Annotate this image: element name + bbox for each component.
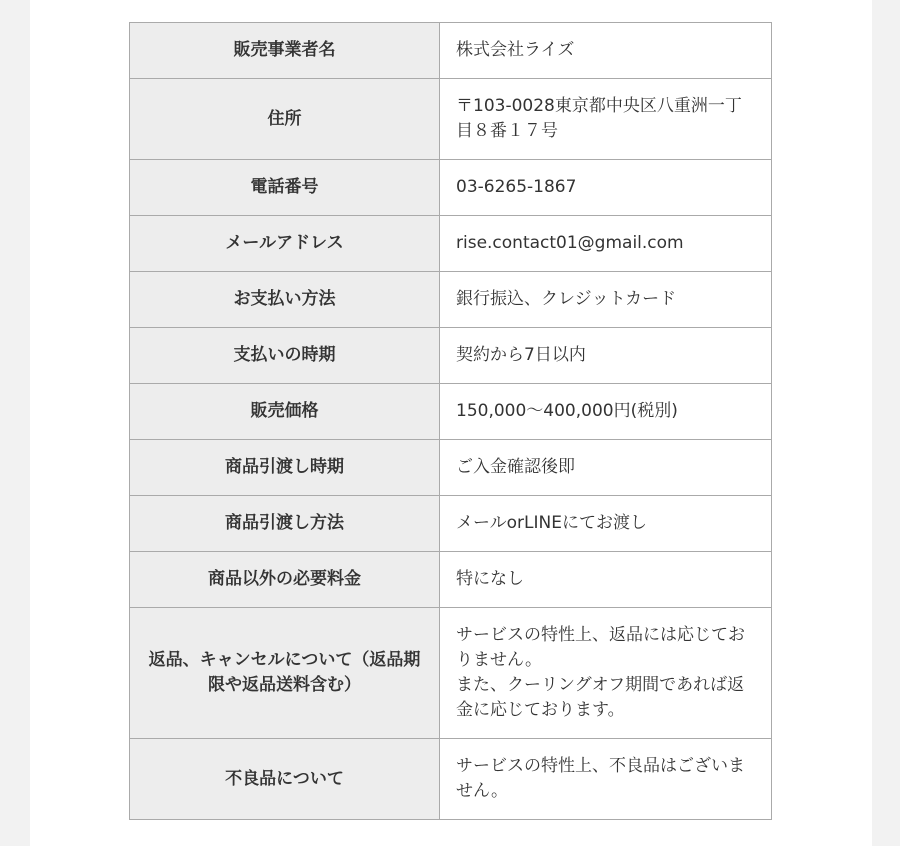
table-row bbox=[130, 160, 772, 216]
row-value-address: 〒103-0028東京都中央区八重洲一丁目８番１７号 bbox=[440, 79, 772, 160]
row-label-defects: 不良品について bbox=[130, 739, 440, 820]
row-value-payment-timing: 契約から7日以内 bbox=[440, 328, 772, 384]
row-label-extra-fees: 商品以外の必要料金 bbox=[130, 552, 440, 608]
table-row bbox=[130, 216, 772, 272]
row-value-payment-method: 銀行振込、クレジットカード bbox=[440, 272, 772, 328]
table-row bbox=[130, 272, 772, 328]
row-value-price: 150,000～400,000円(税別) bbox=[440, 384, 772, 440]
table-row bbox=[130, 608, 772, 739]
table-row bbox=[130, 79, 772, 160]
row-value-seller: 株式会社ライズ bbox=[440, 23, 772, 79]
row-value-returns: サービスの特性上、返品には応じておりません。 また、クーリングオフ期間であれば返金に応じております。 bbox=[440, 608, 772, 739]
table-row bbox=[130, 440, 772, 496]
row-value-defects: サービスの特性上、不良品はございません。 bbox=[440, 739, 772, 820]
table-row bbox=[130, 739, 772, 820]
table-row bbox=[130, 496, 772, 552]
row-value-delivery-timing: ご入金確認後即 bbox=[440, 440, 772, 496]
row-label-phone: 電話番号 bbox=[130, 160, 440, 216]
row-label-email: メールアドレス bbox=[130, 216, 440, 272]
row-label-delivery-timing: 商品引渡し時期 bbox=[130, 440, 440, 496]
row-value-email: rise.contact01@gmail.com bbox=[440, 216, 772, 272]
row-value-phone: 03-6265-1867 bbox=[440, 160, 772, 216]
page-content bbox=[30, 0, 872, 846]
row-label-price: 販売価格 bbox=[130, 384, 440, 440]
row-label-delivery-method: 商品引渡し方法 bbox=[130, 496, 440, 552]
row-label-seller: 販売事業者名 bbox=[130, 23, 440, 79]
row-value-extra-fees: 特になし bbox=[440, 552, 772, 608]
row-label-returns: 返品、キャンセルについて（返品期限や返品送料含む） bbox=[130, 608, 440, 739]
table-row bbox=[130, 552, 772, 608]
commercial-transactions-table bbox=[129, 22, 772, 820]
table-row bbox=[130, 23, 772, 79]
row-label-payment-method: お支払い方法 bbox=[130, 272, 440, 328]
row-label-address: 住所 bbox=[130, 79, 440, 160]
row-value-delivery-method: メールorLINEにてお渡し bbox=[440, 496, 772, 552]
table-row bbox=[130, 384, 772, 440]
row-label-payment-timing: 支払いの時期 bbox=[130, 328, 440, 384]
table-row bbox=[130, 328, 772, 384]
